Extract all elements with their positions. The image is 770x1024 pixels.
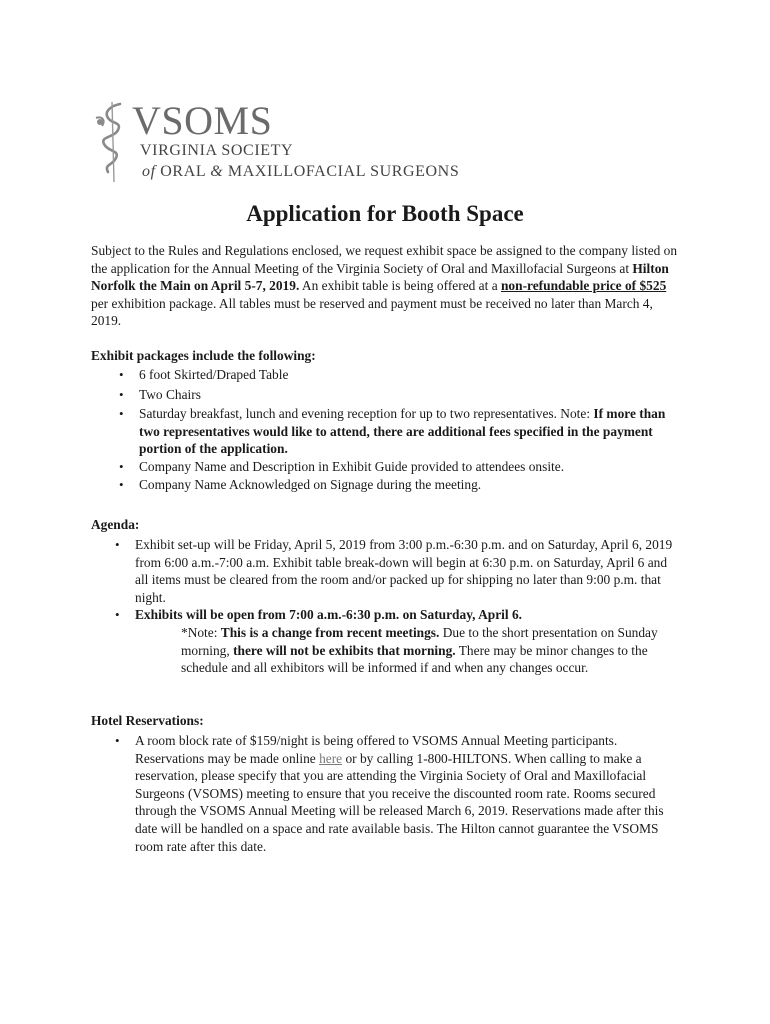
bullet-icon: • (119, 476, 124, 492)
bullet-icon: • (119, 386, 124, 402)
logo-ampersand: & (210, 163, 224, 180)
caduceus-icon (92, 98, 136, 186)
intro-text-1: Subject to the Rules and Regulations enclosed, we request exhibit space be assigned to the company listed on the application for the Annual Meeting of the Virginia Society of Oral and Maxillofacial Surgeons at (91, 243, 678, 276)
list-item-text: Company Name and Description in Exhibit Guide provided to attendees onsite. (139, 458, 565, 474)
list-item-text: Saturday breakfast, lunch and evening reception for up to two representatives. Note: (139, 406, 594, 422)
logo-subtitle-line1: VIRGINIA SOCIETY (140, 142, 294, 159)
note-bold-no-exhibits: there will not be exhibits that morning. (233, 642, 456, 658)
bullet-icon: • (119, 367, 124, 382)
intro-paragraph (91, 242, 681, 330)
list-item-bold-note: If more than two representatives would like to attend, there are additional fees specified in the payment portion of the application. (139, 406, 666, 457)
logo-oral-word: ORAL (160, 163, 206, 180)
hotel-text-2: or by calling 1-800-HILTONS. When calling to make a reservation, please specify that you are attending the Virginia Society of Oral and Maxillofacial Surgeons (VSOMS) meeting to ensure that you receive the discounted room rate. Rooms secured through the VSOMS Annual Meeting will be released March 6, 2019. Reservations made after this date will be handled on a space and rate available basis. The Hilton cannot guarantee the VSOMS room rate after this date. (135, 750, 664, 854)
note-prefix: *Note: (181, 624, 221, 640)
list-item (111, 606, 681, 676)
intro-venue-bold: Hilton Norfolk the Main on April 5-7, 2019. (91, 260, 669, 294)
bullet-icon: • (115, 537, 120, 552)
note-bold-change: This is a change from recent meetings. (220, 624, 440, 640)
bullet-icon: • (115, 733, 120, 748)
list-item (115, 458, 671, 476)
hotel-text-1: A room block rate of $159/night is being offered to VSOMS Annual Meeting participants. Reservations may be made online (135, 733, 618, 766)
list-item-text: Company Name Acknowledged on Signage during the meeting. (139, 476, 482, 492)
vsoms-logo (92, 98, 460, 188)
packages-list (115, 366, 671, 493)
note-text-end: There may be minor changes to the schedule and all exhibitors will be informed if and when any changes occur. (181, 642, 648, 676)
list-item (115, 366, 671, 384)
bullet-icon: • (119, 458, 124, 474)
list-item-text: Two Chairs (139, 386, 201, 402)
list-item (111, 732, 671, 855)
intro-text-3: per exhibition package. All tables must be reserved and payment must be received no later than March 4, 2019. (91, 295, 653, 329)
agenda-list (111, 536, 681, 677)
list-item (115, 476, 671, 494)
list-item (115, 405, 671, 458)
list-item (111, 536, 681, 606)
list-item-bold-text: Exhibits will be open from 7:00 a.m.-6:30 p.m. on Saturday, April 6. (135, 607, 522, 623)
logo-maxillofacial-words: MAXILLOFACIAL SURGEONS (227, 163, 460, 180)
bullet-icon: • (119, 406, 124, 422)
intro-price-underlined: non-refundable price of $525 (500, 278, 667, 294)
list-item-text: Exhibit set-up will be Friday, April 5, 2019 from 3:00 p.m.-6:30 p.m. and on Saturday, April 6, 2019 from 6:00 a.m.-7:00 a.m. Exhibit table break-down will begin at 6:30 p.m. on Saturday, April 6 and all items must be cleared from the room and/or packed up for shipping no later than 9:00 p.m. that night. (135, 537, 673, 605)
logo-subtitle-line2 (142, 162, 459, 182)
list-item-text: 6 foot Skirted/Draped Table (139, 367, 289, 382)
logo-of-word: of (142, 163, 156, 180)
logo-wordmark: VSOMS (132, 98, 273, 143)
list-item (115, 386, 671, 404)
hotel-list (111, 732, 671, 855)
note-text-mid: Due to the short presentation on Sunday morning, (181, 624, 658, 658)
intro-text-2: An exhibit table is being offered at a (299, 278, 501, 294)
agenda-heading: Agenda: (91, 517, 140, 532)
reservation-link[interactable]: here (319, 750, 343, 766)
packages-heading: Exhibit packages include the following: (91, 348, 316, 363)
bullet-icon: • (115, 607, 120, 623)
agenda-note (135, 624, 681, 677)
page-title: Application for Booth Space (246, 201, 524, 226)
hotel-heading: Hotel Reservations: (91, 713, 204, 728)
